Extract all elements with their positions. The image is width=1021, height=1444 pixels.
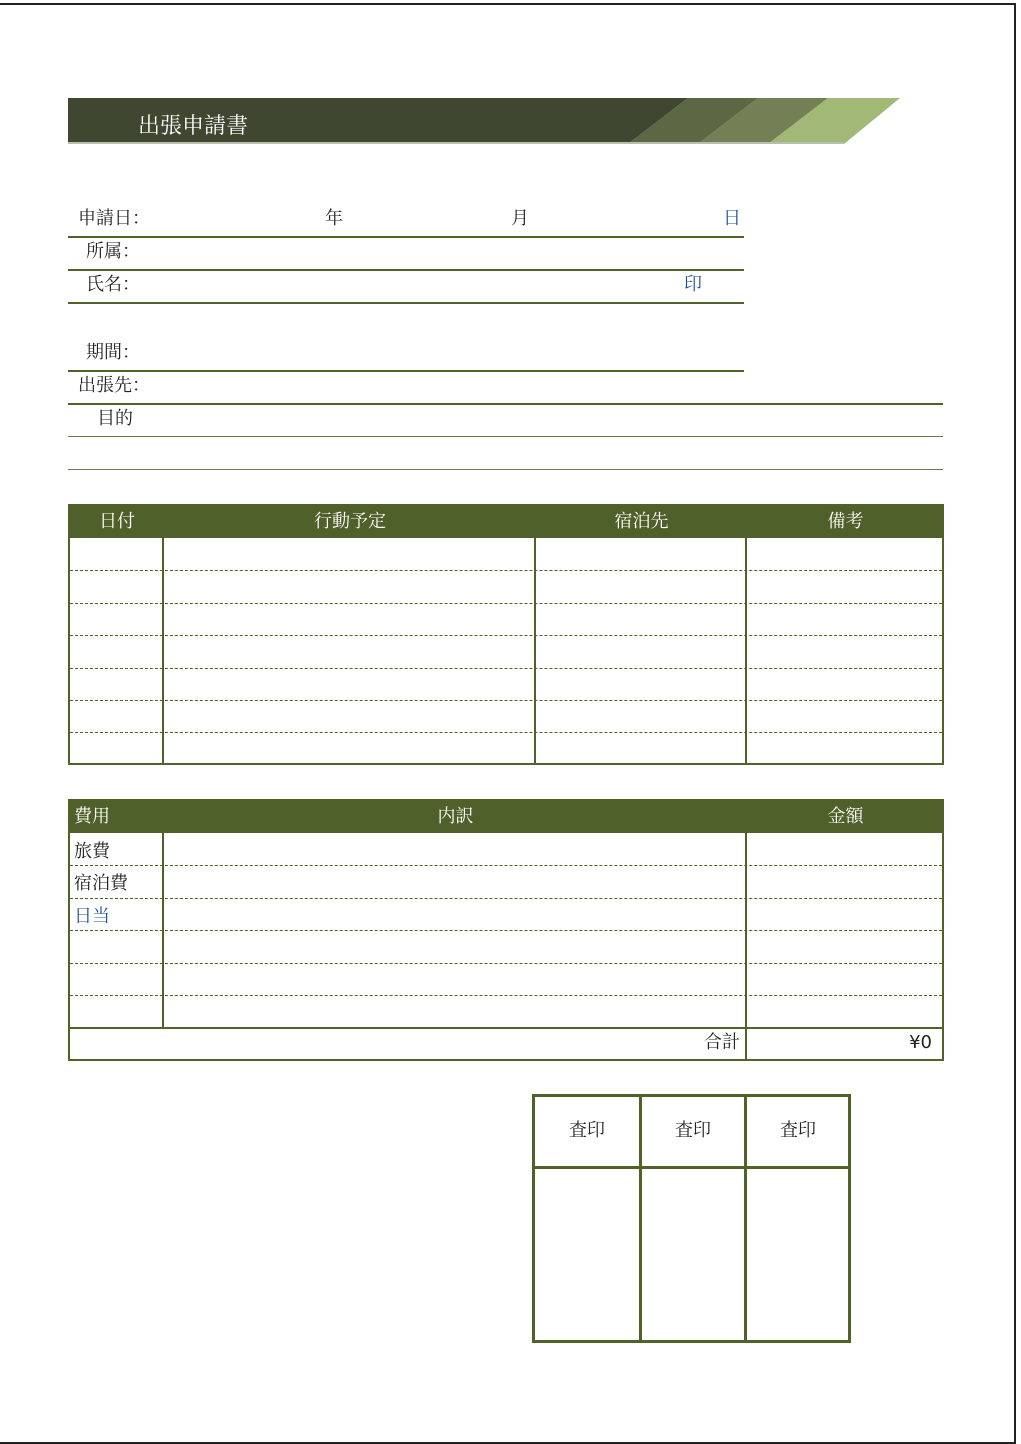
row-divider <box>70 865 942 866</box>
row-divider <box>70 635 942 636</box>
stamp-label-2: 査印 <box>675 1120 711 1141</box>
divider <box>535 1166 848 1169</box>
expense-row-label: 宿泊費 <box>74 873 128 895</box>
row-divider <box>70 732 942 733</box>
expense-table <box>68 799 944 1061</box>
department-label: 所属： <box>86 241 140 262</box>
row-divider <box>70 898 942 899</box>
divider <box>68 302 744 304</box>
header-date: 日付 <box>99 511 135 532</box>
schedule-table <box>68 504 944 765</box>
column-divider <box>162 538 164 763</box>
purpose-label: 目的 <box>97 408 133 429</box>
period-label: 期間： <box>86 342 140 363</box>
row-divider <box>70 963 942 964</box>
expense-row-label: 日当 <box>74 905 110 927</box>
expense-row-label: 旅費 <box>74 841 110 862</box>
day-label: 日 <box>723 208 741 229</box>
month-label: 月 <box>511 208 529 229</box>
name-label: 氏名： <box>86 274 140 295</box>
approval-stamp-table <box>532 1094 851 1343</box>
divider <box>68 436 943 437</box>
row-divider <box>70 570 942 571</box>
row-divider <box>70 668 942 669</box>
stamp-label-3: 査印 <box>780 1120 816 1141</box>
divider <box>68 269 744 271</box>
destination-label: 出張先： <box>78 375 150 396</box>
row-divider <box>70 930 942 931</box>
header-lodging: 宿泊先 <box>614 511 669 532</box>
row-divider <box>70 700 942 701</box>
header-breakdown: 内訳 <box>437 806 474 827</box>
divider <box>68 236 744 238</box>
column-divider <box>745 833 747 1059</box>
column-divider <box>534 538 536 763</box>
header-notes: 備考 <box>827 511 864 532</box>
stamp-label-1: 査印 <box>569 1120 605 1141</box>
header-amount: 金額 <box>827 806 864 827</box>
divider <box>68 370 744 372</box>
page-title: 出張申請書 <box>138 114 249 139</box>
expense-table-header <box>70 801 942 833</box>
total-value: ¥0 <box>909 1032 932 1053</box>
seal-label: 印 <box>684 274 702 295</box>
header-expense: 費用 <box>74 806 110 827</box>
application-date-label: 申請日： <box>78 208 150 229</box>
header-plan: 行動予定 <box>314 511 386 532</box>
row-divider <box>70 603 942 604</box>
year-label: 年 <box>325 208 343 229</box>
column-divider <box>745 538 747 763</box>
total-divider <box>70 1027 942 1029</box>
total-label: 合計 <box>704 1032 740 1053</box>
divider <box>68 469 943 470</box>
schedule-table-header <box>70 506 942 538</box>
divider <box>68 403 943 405</box>
row-divider <box>70 995 942 996</box>
